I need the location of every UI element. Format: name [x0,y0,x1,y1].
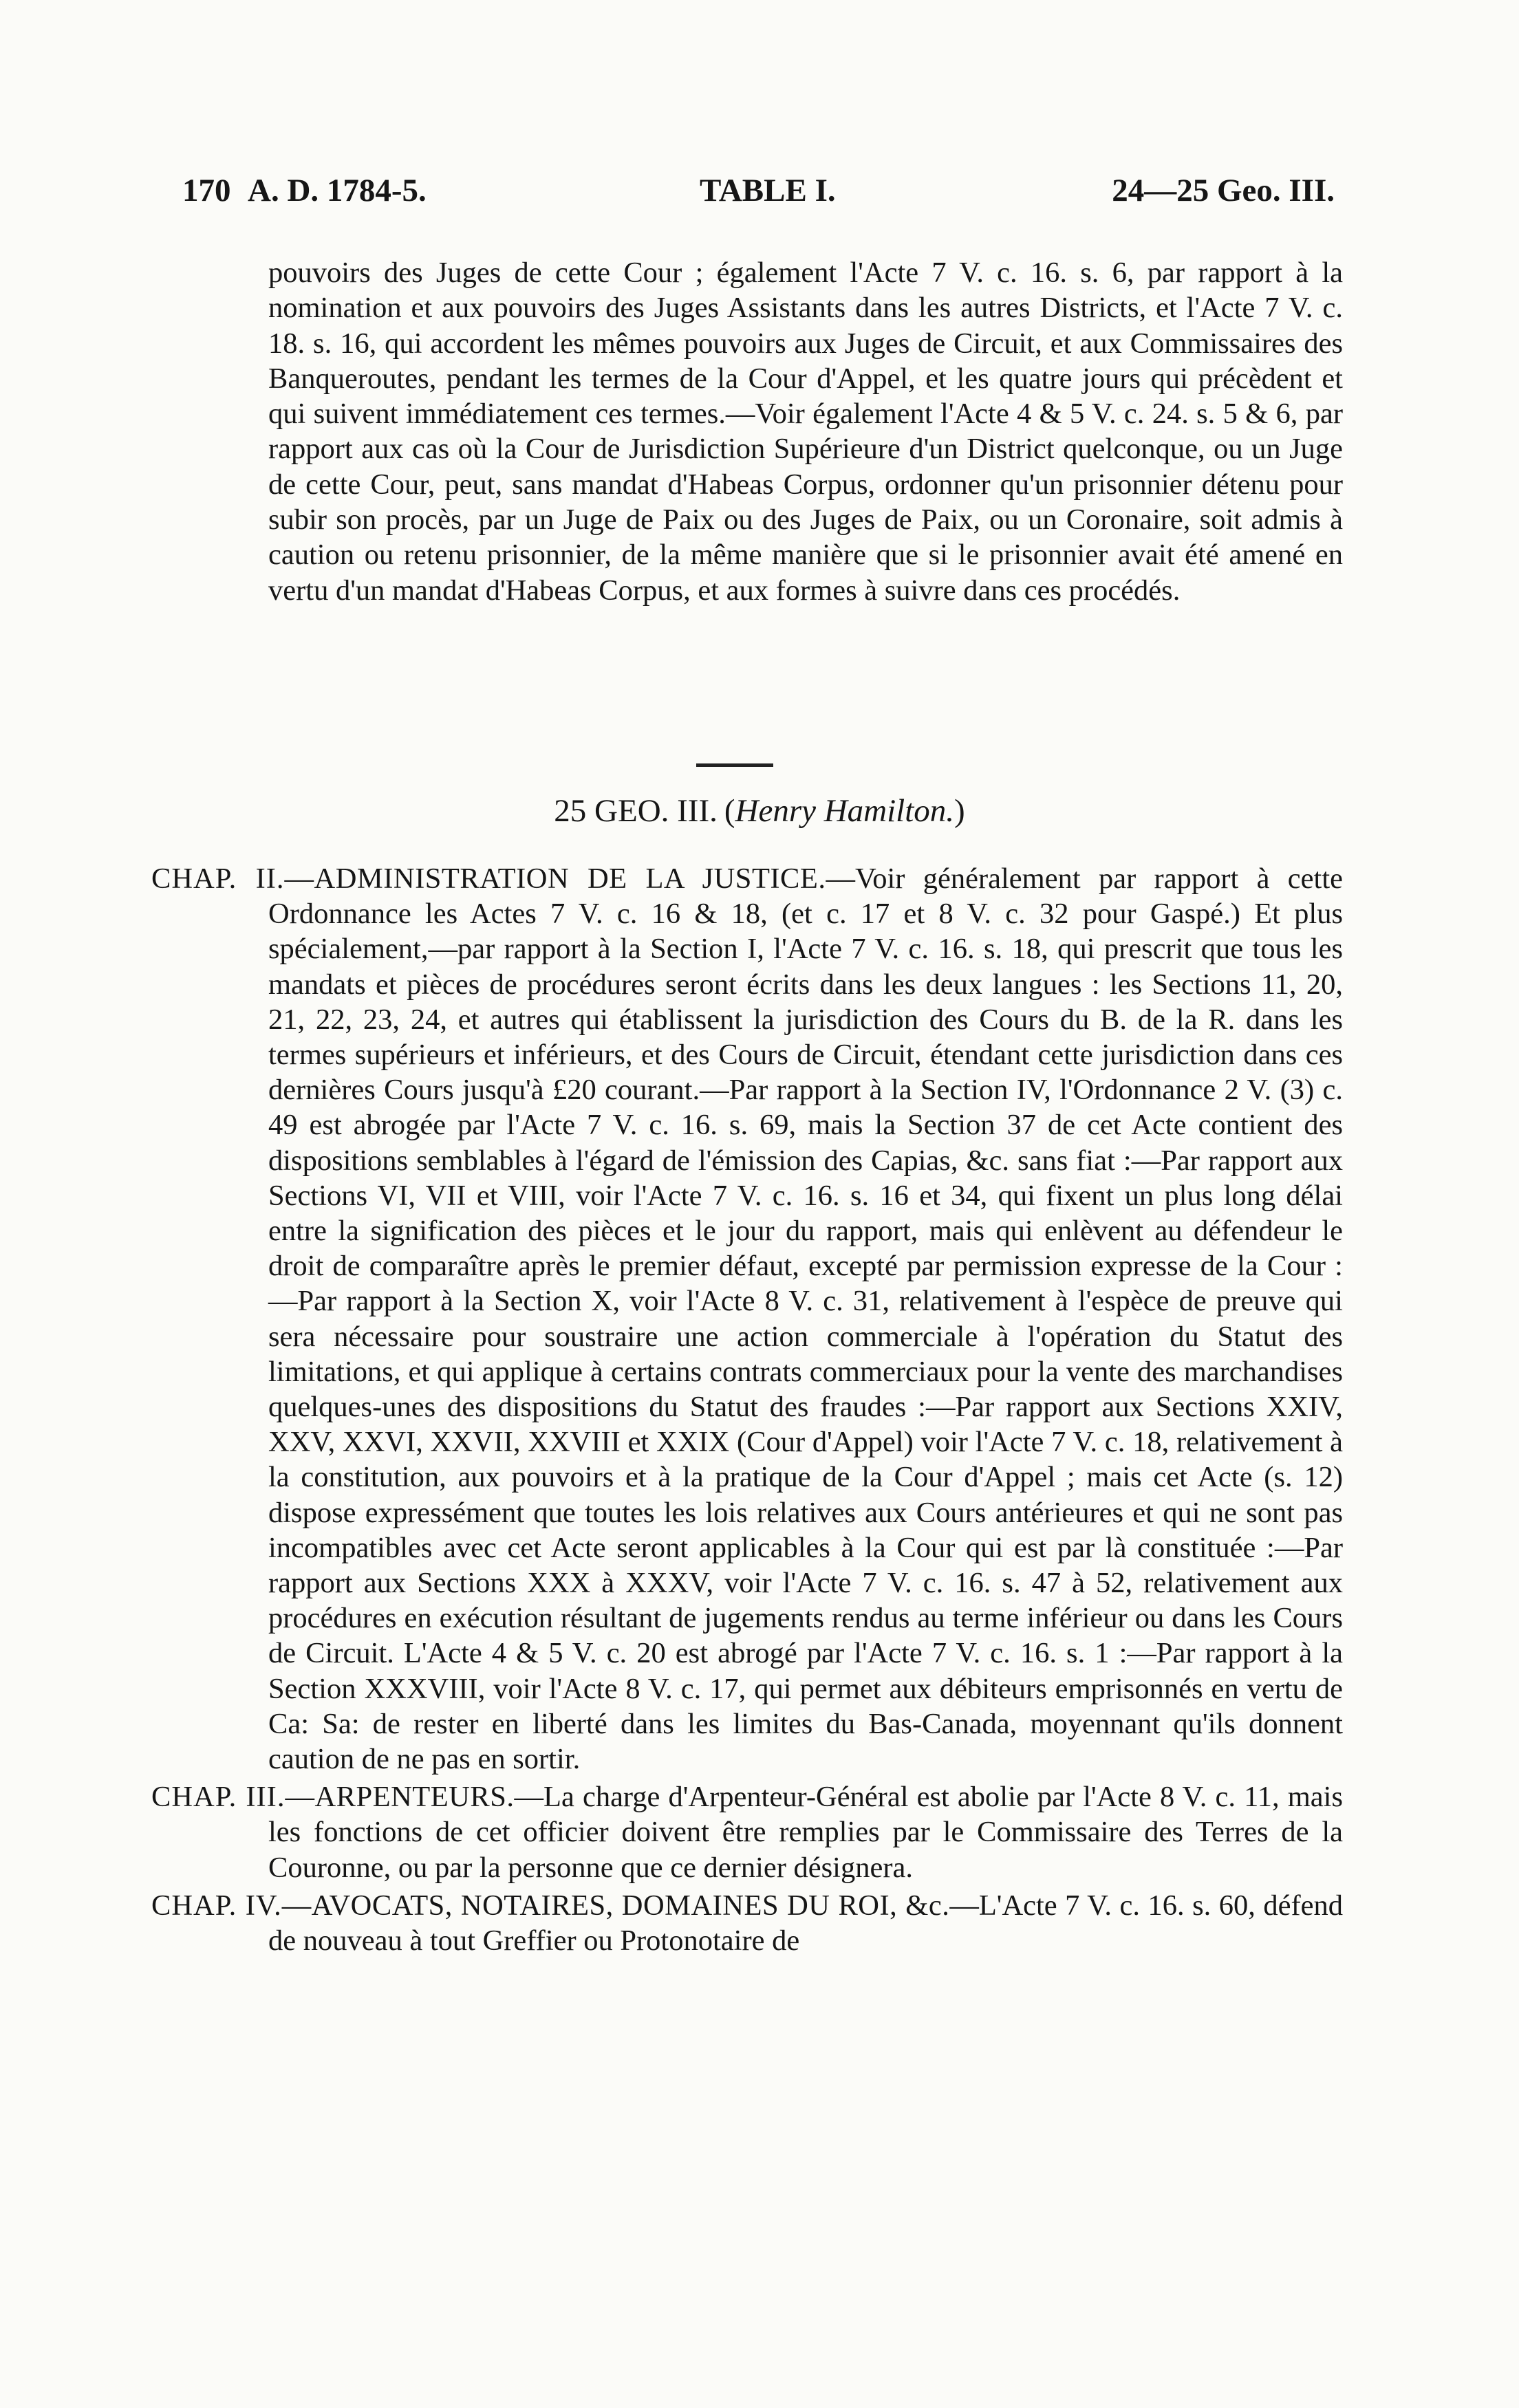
section-open-paren: ( [724,793,735,829]
chapter-title: —ARPENTEURS. [285,1781,515,1814]
chapter-label: CHAP. IV. [151,1889,282,1922]
header-table-title: TABLE I. [700,173,836,208]
chapter-body: —La charge d'Arpenteur-Général est abolie par l'Acte 8 V. c. 11, mais les fonctions de cet officier doivent être remplies par le Commissaire des Terres de la Couronne, ou par la personne que ce dernier désignera. [268,1781,1343,1884]
header-year: A. D. 1784-5. [248,173,427,208]
running-header [182,172,1335,220]
page-number: 170 [182,173,231,208]
chapter-label: CHAP. III. [151,1781,286,1814]
section-reign: 25 GEO. III. [554,793,718,829]
chapter-title: —ADMINISTRATION DE LA JUSTICE. [284,863,826,895]
chapter-body: —L'Acte 7 V. c. 16. s. 60, défend de nouveau à tout Greffier ou Protonotaire de [268,1889,1344,1957]
chapter-title: —AVOCATS, NOTAIRES, DOMAINES DU ROI, &c. [281,1889,950,1922]
chapter-label: CHAP. II. [151,863,285,895]
continued-paragraph [268,255,1343,608]
intro-text: pouvoirs des Juges de cette Cour ; également l'Acte 7 V. c. 16. s. 6, par rapport à la nomination et aux pouvoirs des Juges Assistants dans les autres Districts, et l'Acte 7 V. c. 18. s. 16, qui accordent les mêmes pouvoirs aux Juges de Circuit, et aux Commissaires des Banqueroutes, pendant les termes de la Cour d'Appel, et les quatre jours qui précèdent et qui suivent immédiatement ces termes.—Voir également l'Acte 4 & 5 V. c. 24. s. 5 & 6, par rapport aux cas où la Cour de Jurisdiction Supérieure d'un District quelconque, ou un Juge de cette Cour, peut, sans mandat d'Habeas Corpus, ordonner qu'un prisonnier détenu pour subir son procès, par un Juge de Paix ou des Juges de Paix, ou un Coronaire, soit admis à caution ou retenu prisonnier, de la même manière que si le prisonnier avait été amené en vertu d'un mandat d'Habeas Corpus, et aux formes à suivre dans ces procédés. [268,257,1343,607]
section-close-paren: ) [954,793,965,829]
chapter-entry [151,1779,1343,1885]
chapter-entry [151,1888,1343,1958]
section-heading [0,792,1519,829]
chapter-body: —Voir généralement par rapport à cette Ordonnance les Actes 7 V. c. 16 & 18, (et c. 17 et 8 V. c. 32 pour Gaspé.) Et plus spécialement,—par rapport à la Section I, l'Acte 7 V. c. 16. s. 18, qui prescrit que tous les mandats et pièces de procédures seront écrits dans les deux langues : les Sections 11, 20, 21, 22, 23, 24, et autres qui établissent la jurisdiction des Cours du B. de la R. dans les termes supérieurs et inférieurs, et des Cours de Circuit, étendant cette jurisdiction dans ces dernières Cours jusqu'à £20 courant.—Par rapport à la Section IV, l'Ordonnance 2 V. (3) c. 49 est abrogée par l'Acte 7 V. c. 16. s. 69, mais la Section 37 de cet Acte contient des dispositions semblables à l'égard de l'émission des Capias, &c. sans fiat :—Par rapport aux Sections VI, VII et VIII, voir l'Acte 7 V. c. 16. s. 16 et 34, qui fixent un plus long délai entre la signification des pièces et le jour du rapport, mais qui enlèvent au défendeur le droit de comparaître après le premier défaut, excepté par permission expresse de la Cour :—Par rapport à la Section X, voir l'Acte 8 V. c. 31, relativement à l'espèce de preuve qui sera nécessaire pour soustraire une action commerciale à l'opération du Statut des limitations, et qui applique à certains contrats commerciaux pour la vente des marchandises quelques-unes des dispositions du Statut des fraudes :—Par rapport aux Sections XXIV, XXV, XXVI, XXVII, XXVIII et XXIX (Cour d'Appel) voir l'Acte 7 V. c. 18, relativement à la constitution, aux pouvoirs et à la pratique de la Cour d'Appel ; mais cet Acte (s. 12) dispose expressément que toutes les lois relatives aux Cours antérieures et qui ne sont pas incompatibles avec cet Acte seront applicables à la Cour qui est par là constituée :—Par rapport aux Sections XXX à XXXV, voir l'Acte 7 V. c. 16. s. 47 à 52, relativement aux procédures en exécution résultant de jugements rendus au terme inférieur ou dans les Cours de Circuit. L'Acte 4 & 5 V. c. 20 est abrogé par l'Acte 7 V. c. 16. s. 1 :—Par rapport à la Section XXXVIII, voir l'Acte 8 V. c. 17, qui permet aux débiteurs emprisonnés en vertu de Ca: Sa: de rester en liberté dans les limites du Bas-Canada, moyennant qu'ils donnent caution de ne pas en sortir. [268,863,1343,1776]
chapter-list [151,861,1343,1961]
header-reign: 24—25 Geo. III. [1112,173,1335,208]
section-governor: Henry Hamilton. [735,793,955,829]
section-divider [696,763,773,767]
chapter-entry [151,861,1343,1777]
